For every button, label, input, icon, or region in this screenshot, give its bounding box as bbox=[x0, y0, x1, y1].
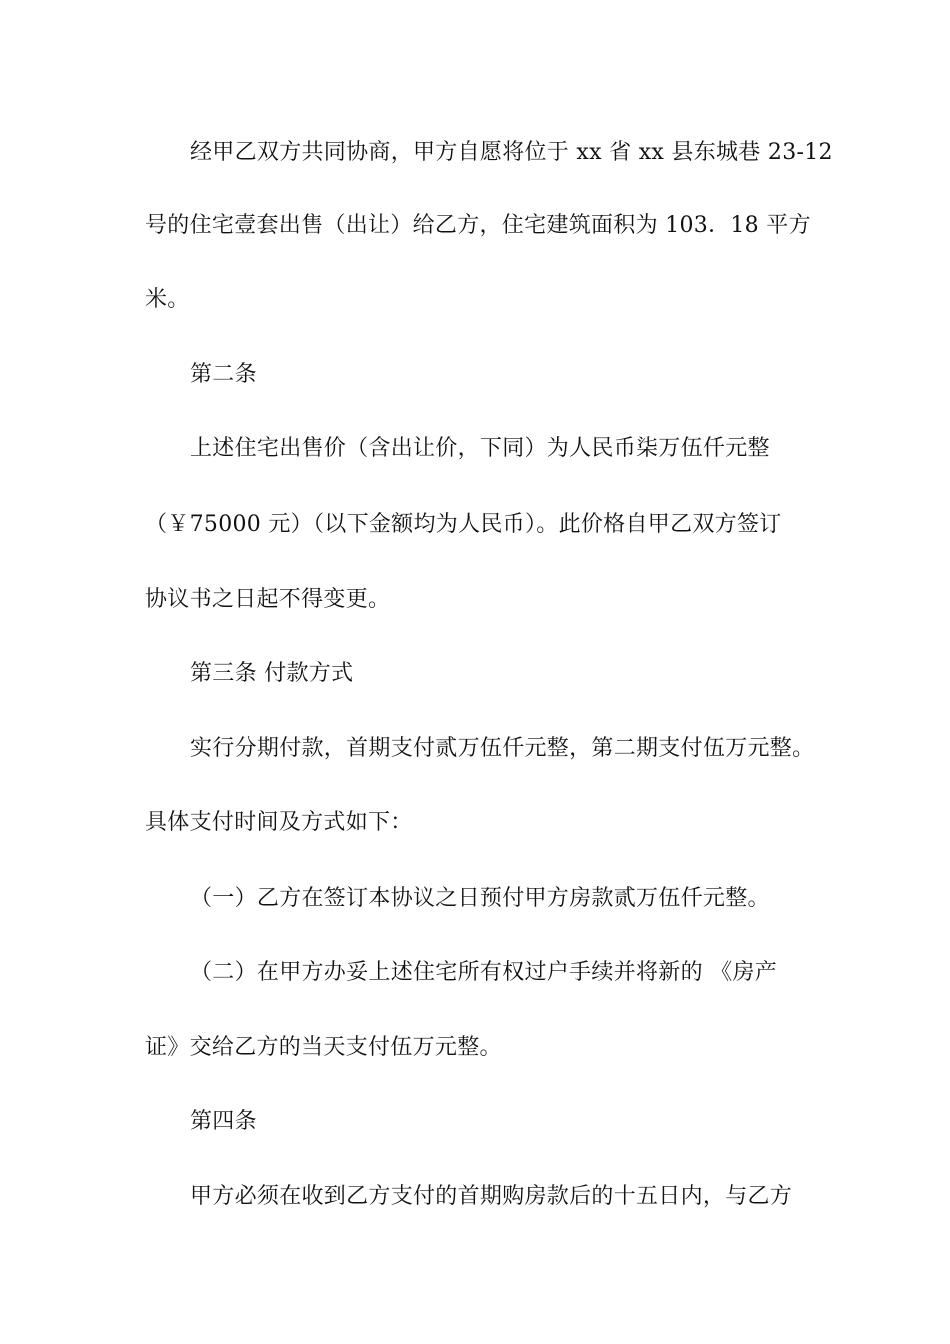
paragraph-line: 经甲乙双方共同协商，甲方自愿将位于 xx 省 xx 县东城巷 23-12 bbox=[190, 140, 833, 165]
paragraph-line: 米。 bbox=[145, 287, 190, 312]
paragraph-line: 甲方必须在收到乙方支付的首期购房款后的十五日内，与乙方 bbox=[190, 1184, 793, 1209]
section-heading-article-2: 第二条 bbox=[190, 362, 257, 387]
list-item-2: （二）在甲方办妥上述住宅所有权过户手续并将新的 《房产 bbox=[190, 960, 778, 985]
paragraph-line: 具体支付时间及方式如下： bbox=[145, 810, 413, 835]
paragraph-line: 协议书之日起不得变更。 bbox=[145, 587, 391, 612]
paragraph-line: 实行分期付款，首期支付贰万伍仟元整，第二期支付伍万元整。 bbox=[190, 736, 815, 761]
list-item-1: （一）乙方在签订本协议之日预付甲方房款贰万伍仟元整。 bbox=[190, 886, 770, 911]
paragraph-line: （￥75000 元）（以下金额均为人民币）。此价格自甲乙双方签订 bbox=[145, 512, 782, 537]
section-heading-article-4: 第四条 bbox=[190, 1109, 257, 1134]
section-heading-article-3: 第三条 付款方式 bbox=[190, 661, 354, 686]
paragraph-line: 上述住宅出售价（含出让价，下同）为人民币柒万伍仟元整 bbox=[190, 436, 770, 461]
paragraph-line: 号的住宅壹套出售（出让）给乙方，住宅建筑面积为 103．18 平方 bbox=[145, 213, 811, 238]
paragraph-line: 证》交给乙方的当天支付伍万元整。 bbox=[145, 1035, 502, 1060]
